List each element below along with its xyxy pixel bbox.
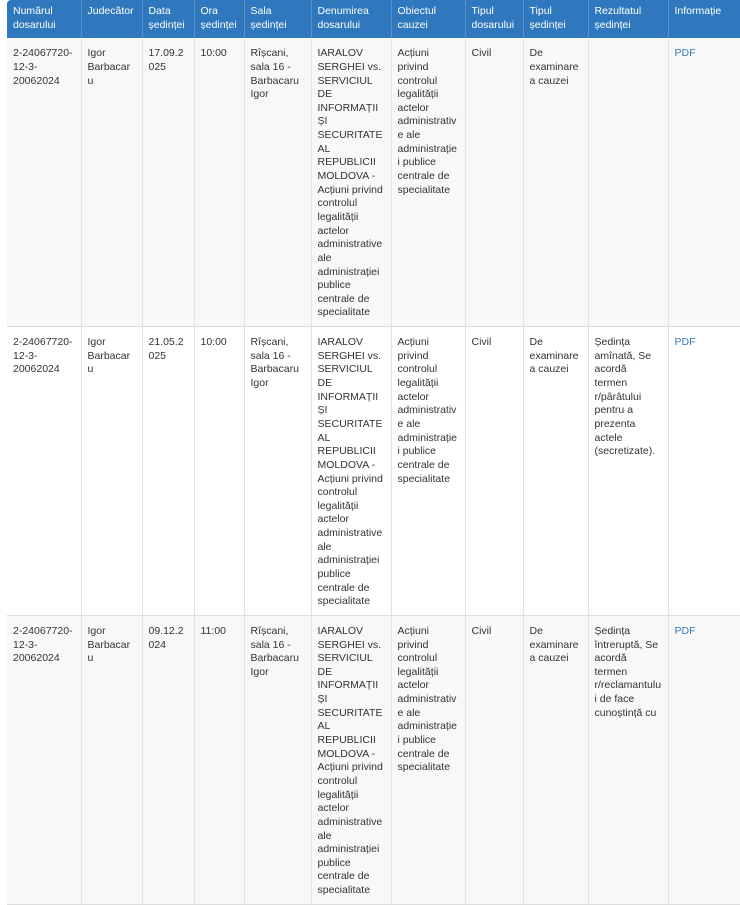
- cell-case-type: Civil: [465, 38, 523, 326]
- cell-subject: Acțiuni privind controlul legalității actelor administrative ale administrației publice centrale de specialitate: [391, 327, 465, 616]
- header-result[interactable]: Rezultatul ședinței: [588, 0, 668, 38]
- table-row: [7, 38, 740, 326]
- cell-case-number: 2-24067720-12-3-20062024: [7, 38, 81, 326]
- cell-result: Ședința întreruptă, Se acordă termen r/reclamantului de face cunoștință cu: [588, 615, 668, 904]
- cell-time: 11:00: [194, 615, 244, 904]
- cell-date: 21.05.2025: [142, 327, 194, 616]
- cell-room: Rîșcani, sala 16 - Barbacaru Igor: [244, 327, 311, 616]
- cell-hearing-type: De examinare a cauzei: [523, 615, 588, 904]
- cell-case-name: IARALOV SERGHEI vs. SERVICIUL DE INFORMAȚII ȘI SECURITATE AL REPUBLICII MOLDOVA - Acțiuni privind controlul legalității actelor administrative ale administrației publice centrale de specialitate: [311, 615, 391, 904]
- header-date[interactable]: Data ședinței: [142, 0, 194, 38]
- cell-subject: Acțiuni privind controlul legalității actelor administrative ale administrației publice centrale de specialitate: [391, 38, 465, 326]
- court-hearings-table: [7, 0, 740, 905]
- cell-case-type: Civil: [465, 615, 523, 904]
- cell-info: [668, 615, 740, 904]
- cell-case-name: IARALOV SERGHEI vs. SERVICIUL DE INFORMAȚII ȘI SECURITATE AL REPUBLICII MOLDOVA - Acțiuni privind controlul legalității actelor administrative ale administrației publice centrale de specialitate: [311, 327, 391, 616]
- cell-hearing-type: De examinare a cauzei: [523, 38, 588, 326]
- cell-info: [668, 327, 740, 616]
- table-row: [7, 615, 740, 904]
- cell-date: 17.09.2025: [142, 38, 194, 326]
- cell-room: Rîșcani, sala 16 - Barbacaru Igor: [244, 38, 311, 326]
- header-room[interactable]: Sala ședinței: [244, 0, 311, 38]
- header-hearing-type[interactable]: Tipul ședinței: [523, 0, 588, 38]
- header-time[interactable]: Ora ședinței: [194, 0, 244, 38]
- cell-case-name: IARALOV SERGHEI vs. SERVICIUL DE INFORMAȚII ȘI SECURITATE AL REPUBLICII MOLDOVA - Acțiuni privind controlul legalității actelor administrative ale administrației publice centrale de specialitate: [311, 38, 391, 326]
- pdf-link[interactable]: PDF: [674, 624, 696, 637]
- header-info[interactable]: Informație: [668, 0, 740, 38]
- cell-judge: Igor Barbacaru: [81, 327, 142, 616]
- cell-hearing-type: De examinare a cauzei: [523, 327, 588, 616]
- cell-case-number: 2-24067720-12-3-20062024: [7, 615, 81, 904]
- header-case-name[interactable]: Denumirea dosarului: [311, 0, 391, 38]
- header-judge[interactable]: Judecător: [81, 0, 142, 38]
- header-case-number[interactable]: Numărul dosarului: [7, 0, 81, 38]
- cell-date: 09.12.2024: [142, 615, 194, 904]
- table-row: [7, 327, 740, 616]
- cell-time: 10:00: [194, 38, 244, 326]
- header-subject[interactable]: Obiectul cauzei: [391, 0, 465, 38]
- pdf-link[interactable]: PDF: [674, 47, 696, 60]
- cell-case-number: 2-24067720-12-3-20062024: [7, 327, 81, 616]
- cell-room: Rîșcani, sala 16 - Barbacaru Igor: [244, 615, 311, 904]
- cell-judge: Igor Barbacaru: [81, 615, 142, 904]
- cell-judge: Igor Barbacaru: [81, 38, 142, 326]
- cell-result: Ședința amînată, Se acordă termen r/pârâtului pentru a prezenta actele (secretizate).: [588, 327, 668, 616]
- header-case-type[interactable]: Tipul dosarului: [465, 0, 523, 38]
- cell-subject: Acțiuni privind controlul legalității actelor administrative ale administrației publice centrale de specialitate: [391, 615, 465, 904]
- table-header: [7, 0, 740, 38]
- cell-time: 10:00: [194, 327, 244, 616]
- pdf-link[interactable]: PDF: [674, 336, 696, 349]
- cell-info: [668, 38, 740, 326]
- cell-case-type: Civil: [465, 327, 523, 616]
- cell-result: [588, 38, 668, 326]
- table-body: [7, 38, 740, 904]
